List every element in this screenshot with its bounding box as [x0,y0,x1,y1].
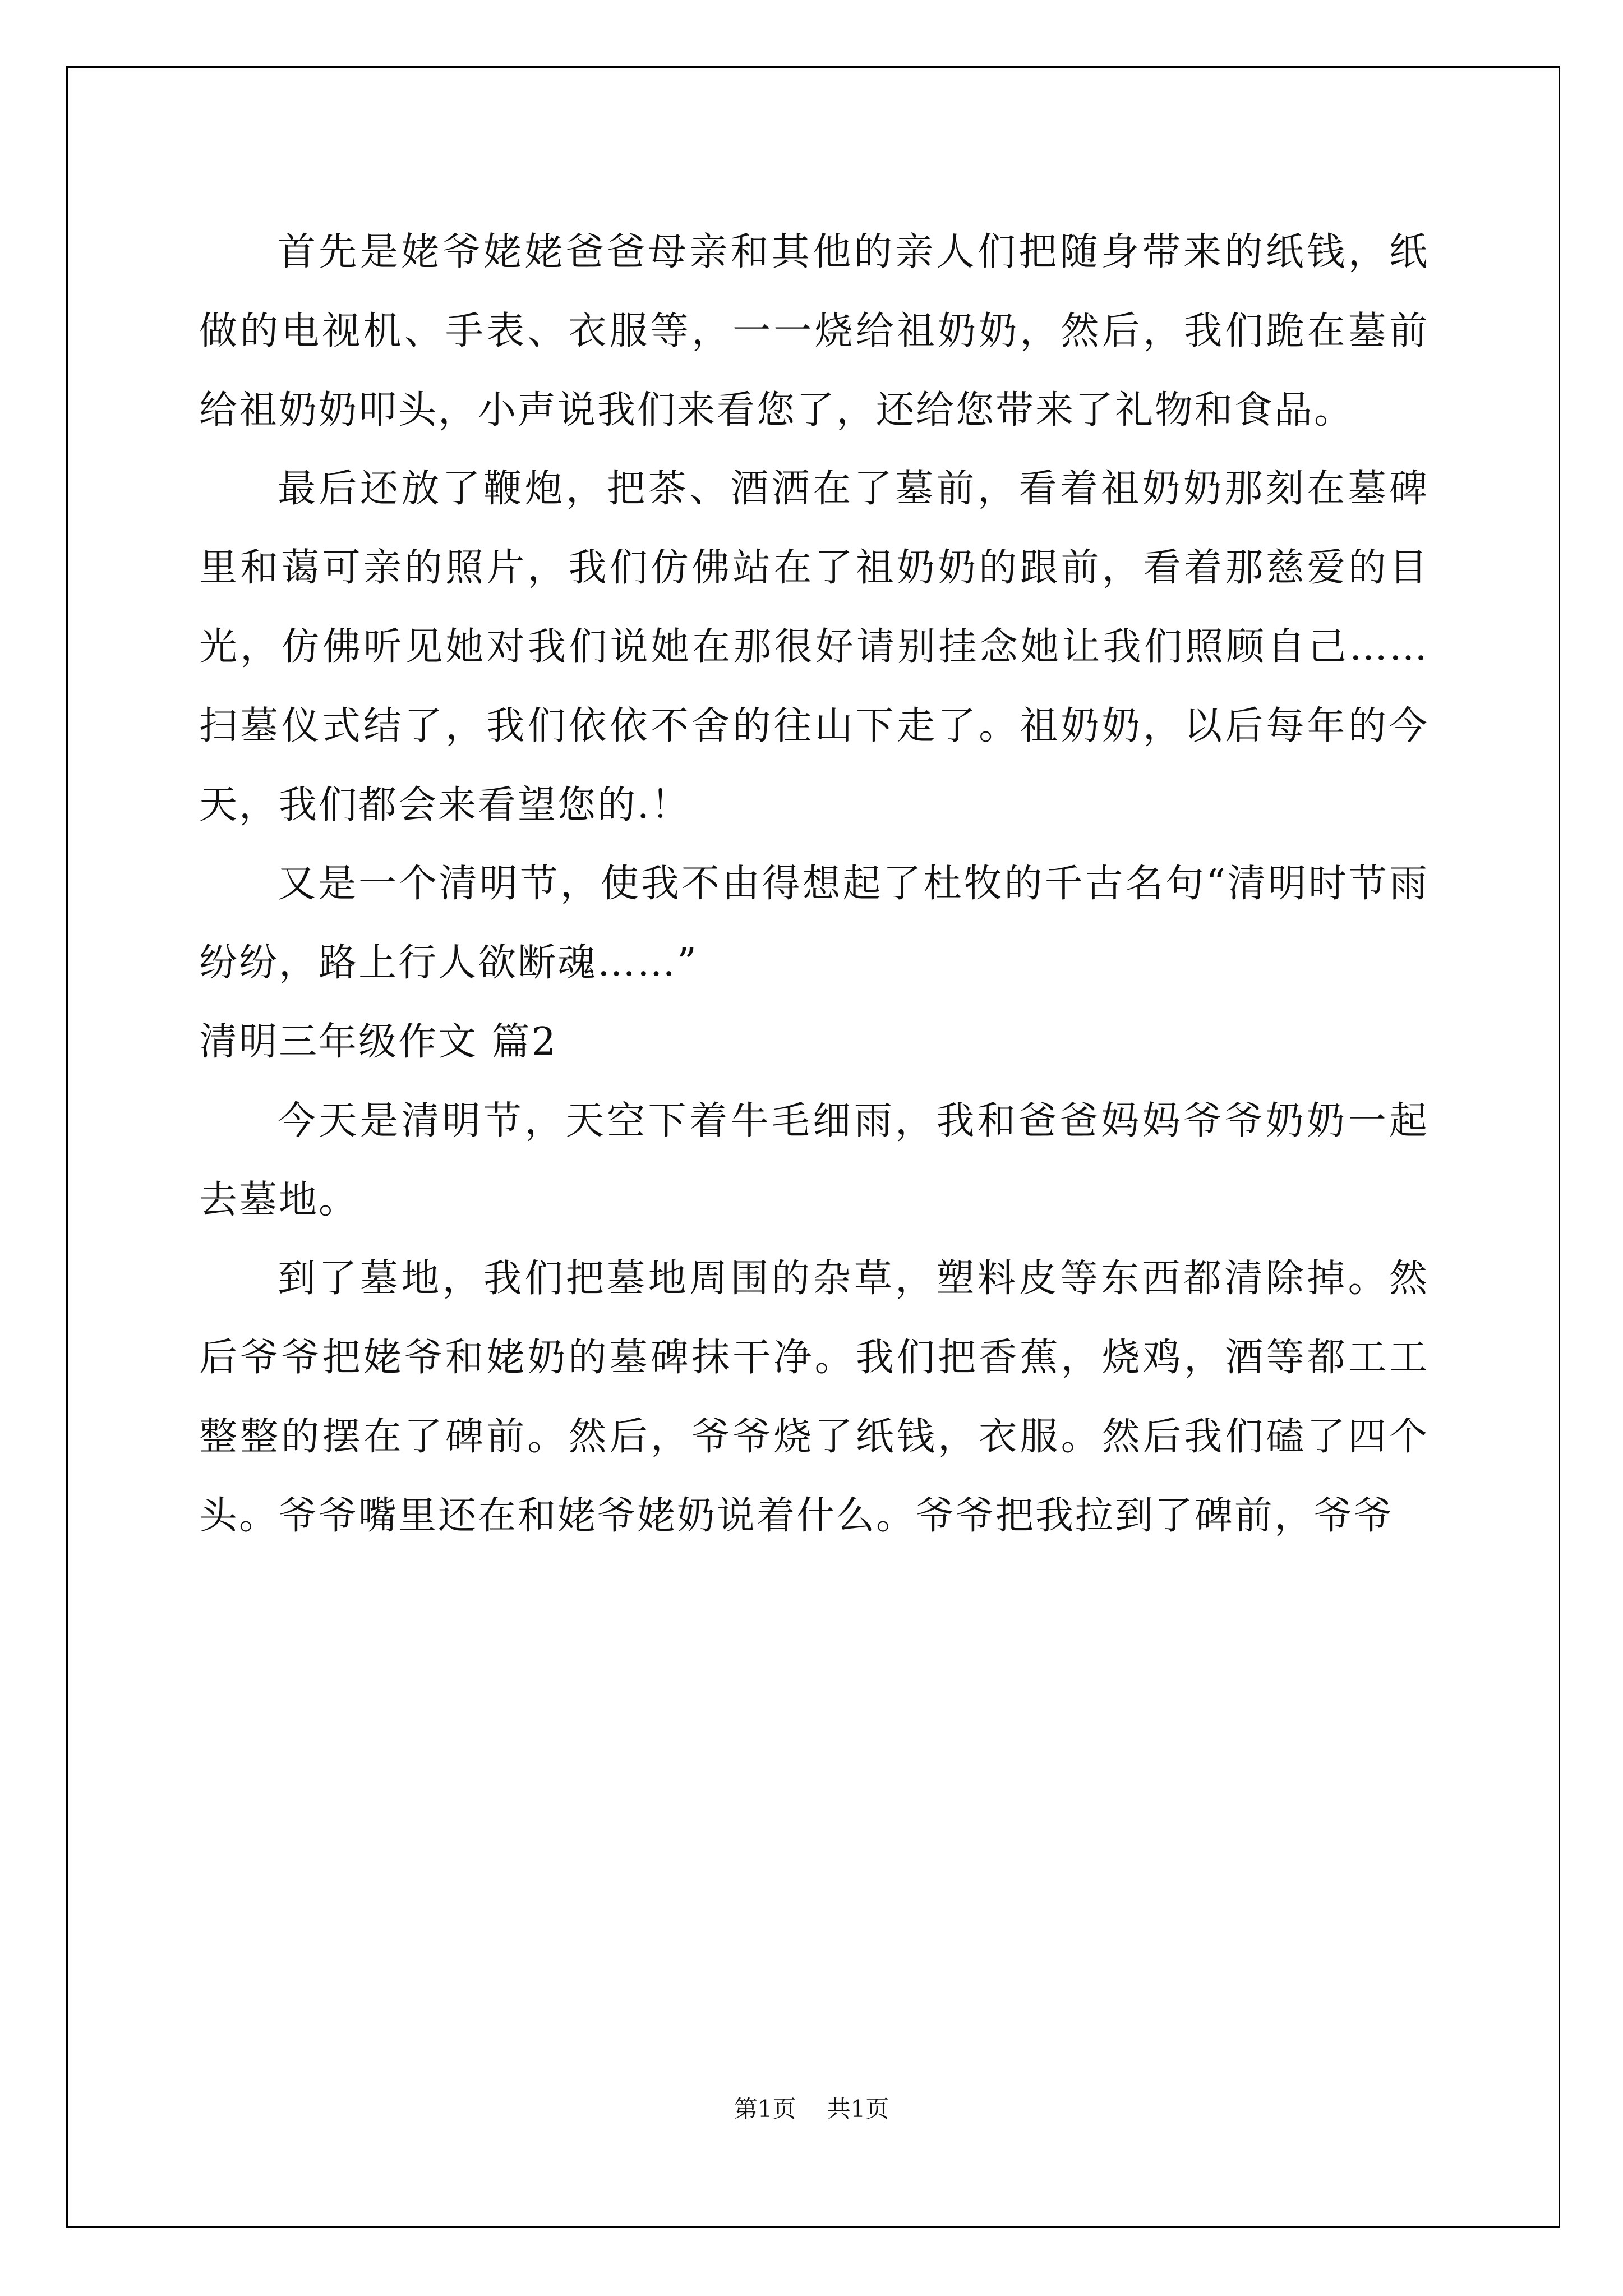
paragraph-1: 首先是姥爷姥姥爸爸母亲和其他的亲人们把随身带来的纸钱，纸做的电视机、手表、衣服等，一一烧给祖奶奶，然后，我们跪在墓前给祖奶奶叩头，小声说我们来看您了，还给您带来了礼物和食品。 [199,230,1429,432]
paragraph-2: 最后还放了鞭炮，把茶、酒洒在了墓前，看着祖奶奶那刻在墓碑里和蔼可亲的照片，我们仿佛站在了祖奶奶的跟前，看着那慈爱的目光，仿佛听见她对我们说她在那很好请别挂念她让我们照顾自己……扫墓仪式结了，我们依依不舍的往山下走了。祖奶奶，以后每年的今天，我们都会来看望您的.！ [199,467,1429,827]
page-total: 共1页 [827,2095,889,2123]
paragraph-4: 今天是清明节，天空下着牛毛细雨，我和爸爸妈妈爷爷奶奶一起去墓地。 [199,1098,1429,1222]
paragraph-3: 又是一个清明节，使我不由得想起了杜牧的千古名句“清明时节雨纷纷，路上行人欲断魂……” [199,862,1429,986]
section-heading: 清明三年级作文 篇2 [199,1019,557,1064]
page-number: 第1页 [734,2095,796,2123]
document-body [199,213,1429,1556]
paragraph-5: 到了墓地，我们把墓地周围的杂草，塑料皮等东西都清除掉。然后爷爷把姥爷和姥奶的墓碑抹干净。我们把香蕉，烧鸡，酒等都工工整整的摆在了碑前。然后，爷爷烧了纸钱，衣服。然后我们磕了四个头。爷爷嘴里还在和姥爷姥奶说着什么。爷爷把我拉到了碑前，爷爷 [199,1257,1429,1538]
page-footer [0,2095,1623,2123]
